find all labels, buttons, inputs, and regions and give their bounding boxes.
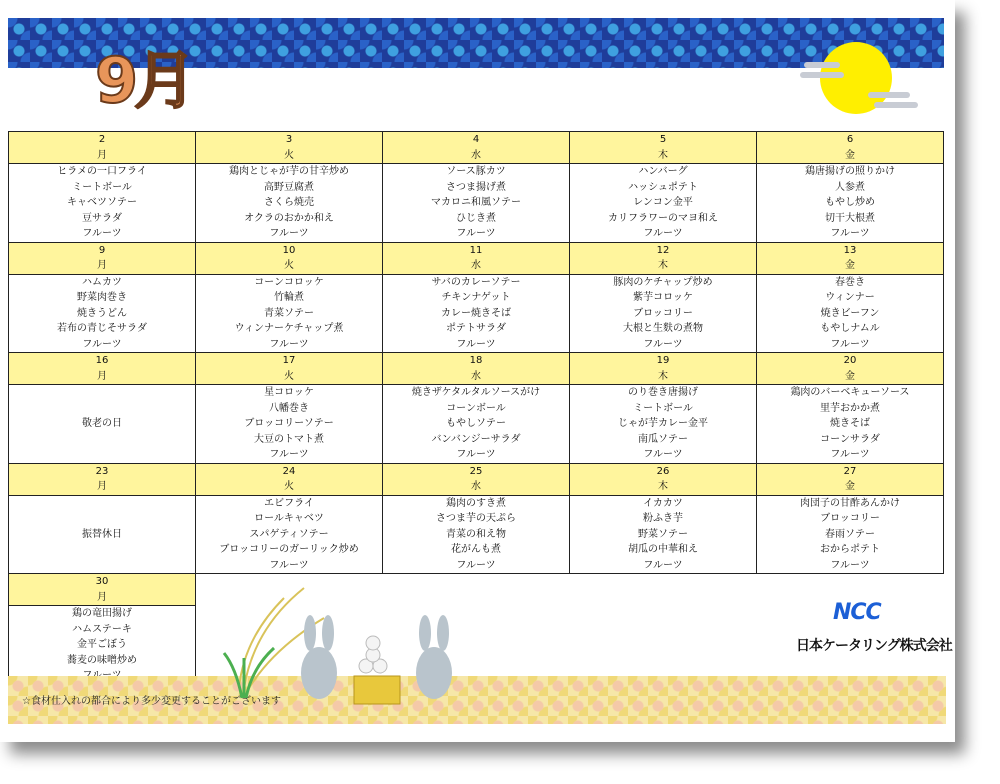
menu-item: フルーツ bbox=[643, 338, 683, 350]
menu-item: 肉団子の甘酢あんかけ bbox=[800, 497, 900, 509]
menu-item: 人参煮 bbox=[835, 181, 865, 193]
menu-item: レンコン金平 bbox=[633, 197, 693, 208]
weekday-row bbox=[9, 258, 944, 274]
empty-cell bbox=[570, 590, 757, 606]
cloud-icon bbox=[868, 92, 910, 98]
weekday-row bbox=[9, 590, 944, 606]
menu-item: 春巻き bbox=[835, 276, 865, 288]
day-number: 6 bbox=[757, 132, 944, 148]
day-menu bbox=[383, 274, 570, 353]
holiday-label: 振替休日 bbox=[82, 528, 122, 540]
day-number: 27 bbox=[757, 463, 944, 479]
weekday-label: 金 bbox=[757, 148, 944, 164]
menu-item: 紫芋コロッケ bbox=[633, 292, 693, 303]
day-menu bbox=[196, 385, 383, 464]
weekday-label: 木 bbox=[570, 479, 757, 495]
day-menu bbox=[9, 495, 196, 574]
menu-item: 焼きうどん bbox=[77, 307, 127, 319]
menu-item: 鶏唐揚げの照りかけ bbox=[805, 166, 895, 177]
weekday-label: 水 bbox=[383, 369, 570, 385]
menu-item: フルーツ bbox=[643, 228, 683, 239]
day-menu bbox=[383, 164, 570, 243]
weekday-label: 月 bbox=[9, 590, 196, 606]
menu-item: ミートボール bbox=[633, 402, 693, 414]
menu-item: フルーツ bbox=[830, 228, 870, 239]
company-logo-mark: NCC bbox=[833, 600, 881, 625]
menu-item: 粉ふき芋 bbox=[643, 513, 683, 524]
menu-item: 胡瓜の中華和え bbox=[628, 544, 698, 555]
weekday-label: 木 bbox=[570, 369, 757, 385]
menu-item: さつま芋の天ぷら bbox=[436, 513, 516, 524]
menu-item: じゃが芋カレー金平 bbox=[618, 418, 708, 429]
day-menu bbox=[757, 274, 944, 353]
weekday-label: 金 bbox=[757, 479, 944, 495]
menu-item: ウィンナーケチャップ煮 bbox=[234, 323, 344, 334]
day-number: 30 bbox=[9, 574, 196, 590]
day-number: 2 bbox=[9, 132, 196, 148]
day-menu bbox=[9, 385, 196, 464]
weekday-row bbox=[9, 148, 944, 164]
menu-item: チキンナゲット bbox=[441, 292, 511, 303]
holiday-label: 敬老の日 bbox=[82, 418, 122, 429]
cloud-icon bbox=[804, 62, 840, 68]
menu-item: 青菜ソテー bbox=[264, 307, 314, 319]
grass-icon bbox=[224, 648, 274, 698]
menu-item: フルーツ bbox=[82, 338, 122, 350]
menu-item: フルーツ bbox=[269, 228, 309, 239]
empty-cell bbox=[570, 606, 757, 685]
menu-item: 里芋おかか煮 bbox=[820, 402, 880, 414]
empty-cell bbox=[757, 574, 944, 590]
day-number: 10 bbox=[196, 242, 383, 258]
menu-item: カレー焼きそば bbox=[441, 307, 511, 319]
date-row bbox=[9, 574, 944, 590]
menu-item: 鶏の竜田揚げ bbox=[72, 608, 132, 619]
day-number: 13 bbox=[757, 242, 944, 258]
menu-item: コーンサラダ bbox=[820, 433, 880, 445]
day-number: 24 bbox=[196, 463, 383, 479]
day-number: 18 bbox=[383, 353, 570, 369]
empty-cell bbox=[570, 574, 757, 590]
menu-item: フルーツ bbox=[82, 228, 122, 239]
menu-item: 高野豆腐煮 bbox=[264, 181, 314, 193]
menu-item: 南瓜ソテー bbox=[638, 433, 688, 445]
day-menu bbox=[196, 495, 383, 574]
day-menu bbox=[383, 495, 570, 574]
day-menu bbox=[570, 495, 757, 574]
menu-item: フルーツ bbox=[269, 559, 309, 571]
menu-item: ハンバーグ bbox=[638, 166, 688, 177]
menu-item: 鶏肉のバーベキューソース bbox=[790, 387, 910, 398]
menu-item: 八幡巻き bbox=[269, 402, 309, 414]
menu-item: 大根と生麩の煮物 bbox=[623, 323, 703, 334]
menu-item: 鶏肉のすき煮 bbox=[446, 497, 506, 509]
menu-item: おからポテト bbox=[820, 544, 880, 555]
day-menu bbox=[570, 274, 757, 353]
menu-row bbox=[9, 274, 944, 353]
menu-item: 大豆のトマト煮 bbox=[254, 433, 324, 445]
day-number: 19 bbox=[570, 353, 757, 369]
menu-item: 春雨ソテー bbox=[825, 528, 875, 540]
menu-item: 竹輪煮 bbox=[274, 292, 304, 303]
day-number: 4 bbox=[383, 132, 570, 148]
day-menu bbox=[757, 385, 944, 464]
menu-row bbox=[9, 385, 944, 464]
weekday-label: 火 bbox=[196, 258, 383, 274]
menu-item: フルーツ bbox=[456, 338, 496, 350]
menu-item: フルーツ bbox=[456, 449, 496, 460]
weekday-row bbox=[9, 479, 944, 495]
menu-item: カリフラワーのマヨ和え bbox=[608, 212, 718, 224]
menu-item: フルーツ bbox=[830, 338, 870, 350]
menu-item: ブロッコリーソテー bbox=[244, 418, 334, 429]
menu-item: 野菜肉巻き bbox=[77, 292, 127, 303]
weekday-row bbox=[9, 369, 944, 385]
menu-item: サバのカレーソテー bbox=[431, 276, 521, 288]
menu-item: ハッシュポテト bbox=[628, 181, 698, 193]
weekday-label: 月 bbox=[9, 369, 196, 385]
menu-item: 鶏肉とじゃが芋の甘辛炒め bbox=[229, 166, 349, 177]
menu-item: フルーツ bbox=[830, 559, 870, 571]
menu-item: 蕎麦の味噌炒め bbox=[67, 654, 137, 666]
menu-item: オクラのおかか和え bbox=[244, 212, 334, 224]
menu-item: ソース豚カツ bbox=[446, 166, 506, 177]
menu-item: さくら焼売 bbox=[264, 197, 314, 208]
day-menu bbox=[570, 164, 757, 243]
menu-item: ロールキャベツ bbox=[254, 513, 324, 524]
menu-item: コーンボール bbox=[446, 402, 506, 414]
tsukimi-illustration bbox=[214, 578, 474, 708]
menu-item: 若布の青じそサラダ bbox=[57, 323, 147, 334]
weekday-label: 月 bbox=[9, 258, 196, 274]
day-menu bbox=[383, 385, 570, 464]
menu-item: もやしナムル bbox=[820, 323, 880, 334]
weekday-label: 木 bbox=[570, 258, 757, 274]
menu-item: ハムカツ bbox=[82, 276, 122, 288]
month-title: 9月 bbox=[95, 44, 193, 117]
menu-item: キャベツソテー bbox=[67, 197, 137, 208]
day-menu bbox=[196, 164, 383, 243]
day-menu bbox=[9, 164, 196, 243]
menu-item: ウィンナー bbox=[825, 292, 875, 303]
weekday-label: 水 bbox=[383, 479, 570, 495]
menu-item: フルーツ bbox=[830, 449, 870, 460]
menu-item: コーンコロッケ bbox=[254, 276, 324, 288]
weekday-label: 月 bbox=[9, 479, 196, 495]
menu-item: 豚肉のケチャップ炒め bbox=[613, 276, 713, 288]
weekday-label: 金 bbox=[757, 369, 944, 385]
menu-item: フルーツ bbox=[643, 559, 683, 571]
day-number: 25 bbox=[383, 463, 570, 479]
menu-item: ブロッコリー bbox=[820, 513, 880, 524]
day-number: 20 bbox=[757, 353, 944, 369]
menu-item: ブロッコリー bbox=[633, 307, 693, 319]
menu-item: イカカツ bbox=[643, 497, 683, 509]
menu-item: 焼きザケタルタルソースがけ bbox=[411, 387, 541, 398]
day-menu bbox=[9, 606, 196, 685]
day-menu bbox=[9, 274, 196, 353]
menu-item: 青菜の和え物 bbox=[446, 528, 506, 540]
date-row bbox=[9, 353, 944, 369]
day-number: 26 bbox=[570, 463, 757, 479]
menu-item: ポテトサラダ bbox=[446, 323, 506, 334]
day-menu bbox=[196, 274, 383, 353]
menu-item: ブロッコリーのガーリック炒め bbox=[219, 544, 359, 555]
menu-item: ひじき煮 bbox=[456, 212, 496, 224]
date-row bbox=[9, 242, 944, 258]
menu-item: ミートボール bbox=[72, 181, 132, 193]
menu-item: エビフライ bbox=[264, 497, 314, 509]
menu-item: ハムステーキ bbox=[72, 623, 132, 635]
day-number: 23 bbox=[9, 463, 196, 479]
weekday-label: 火 bbox=[196, 148, 383, 164]
day-number: 16 bbox=[9, 353, 196, 369]
weekday-label: 月 bbox=[9, 148, 196, 164]
menu-item: 焼きビーフン bbox=[820, 307, 880, 319]
menu-row bbox=[9, 164, 944, 243]
menu-item: 豆サラダ bbox=[82, 212, 122, 224]
day-number: 3 bbox=[196, 132, 383, 148]
day-number: 17 bbox=[196, 353, 383, 369]
menu-item: 焼きそば bbox=[830, 418, 870, 429]
company-name: 日本ケータリング株式会社 bbox=[796, 638, 952, 654]
day-menu bbox=[757, 495, 944, 574]
dango-offering-icon bbox=[354, 636, 400, 704]
day-number: 11 bbox=[383, 242, 570, 258]
menu-item: 切干大根煮 bbox=[825, 212, 875, 224]
menu-item: マカロニ和風ソテー bbox=[431, 197, 521, 208]
menu-item: さつま揚げ煮 bbox=[446, 181, 506, 193]
menu-item: もやし炒め bbox=[825, 197, 875, 208]
weekday-label: 水 bbox=[383, 148, 570, 164]
date-row bbox=[9, 463, 944, 479]
menu-item: のり巻き唐揚げ bbox=[628, 387, 698, 398]
weekday-label: 木 bbox=[570, 148, 757, 164]
day-number: 5 bbox=[570, 132, 757, 148]
menu-item: フルーツ bbox=[456, 228, 496, 239]
day-number: 12 bbox=[570, 242, 757, 258]
date-row bbox=[9, 132, 944, 148]
cloud-icon bbox=[874, 102, 918, 108]
menu-row bbox=[9, 495, 944, 574]
day-menu bbox=[570, 385, 757, 464]
menu-item: 野菜ソテー bbox=[638, 528, 688, 540]
menu-item: ヒラメの一口フライ bbox=[57, 166, 147, 177]
menu-item: 金平ごぼう bbox=[77, 639, 127, 650]
menu-item: フルーツ bbox=[643, 449, 683, 460]
day-number: 9 bbox=[9, 242, 196, 258]
menu-calendar bbox=[8, 131, 944, 685]
menu-item: 花がんも煮 bbox=[451, 544, 501, 555]
menu-item: スパゲティソテー bbox=[249, 528, 329, 540]
menu-item: フルーツ bbox=[269, 449, 309, 460]
cloud-icon bbox=[800, 72, 844, 78]
footnote: ☆食材仕入れの都合により多少変更することがございます bbox=[22, 696, 281, 707]
menu-item: フルーツ bbox=[269, 338, 309, 350]
menu-item: 星コロッケ bbox=[264, 387, 314, 398]
weekday-label: 水 bbox=[383, 258, 570, 274]
weekday-label: 火 bbox=[196, 369, 383, 385]
menu-item: フルーツ bbox=[456, 559, 496, 571]
menu-item: バンバンジーサラダ bbox=[431, 433, 521, 445]
weekday-label: 火 bbox=[196, 479, 383, 495]
weekday-label: 金 bbox=[757, 258, 944, 274]
menu-item: もやしソテー bbox=[446, 418, 506, 429]
day-menu bbox=[757, 164, 944, 243]
